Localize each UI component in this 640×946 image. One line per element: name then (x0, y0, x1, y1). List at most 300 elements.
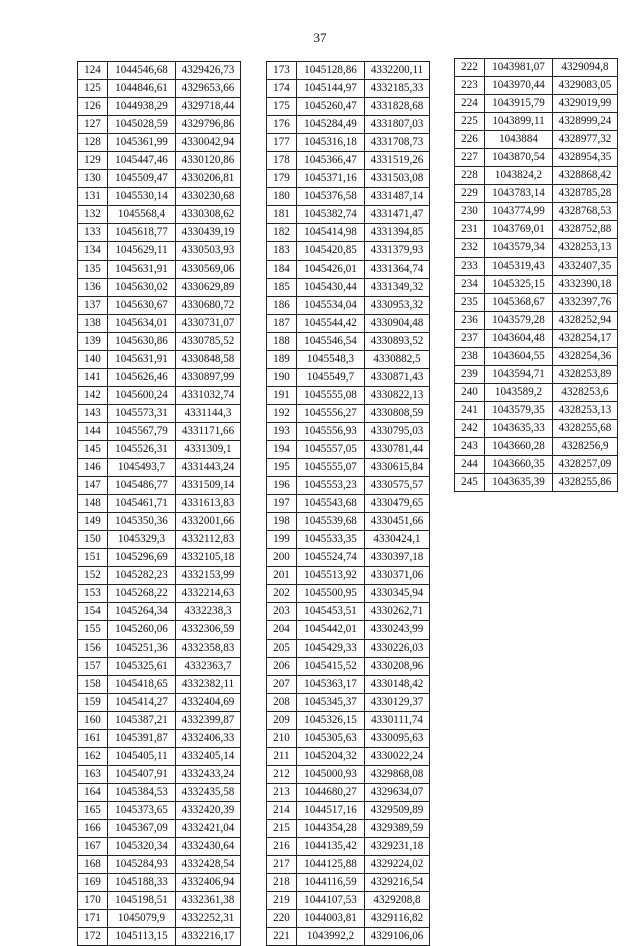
x-coordinate-cell: 1043594,71 (485, 365, 553, 383)
point-number-cell: 153 (78, 585, 108, 603)
table-row (455, 77, 618, 95)
x-coordinate-cell: 1043660,35 (485, 456, 553, 474)
table-row (78, 224, 241, 242)
x-coordinate-cell: 1045513,92 (297, 567, 365, 585)
x-coordinate-cell: 1043579,35 (485, 401, 553, 419)
x-coordinate-cell: 1043884 (485, 131, 553, 149)
point-number-cell: 169 (78, 874, 108, 892)
point-number-cell: 215 (267, 819, 297, 837)
point-number-cell: 146 (78, 459, 108, 477)
x-coordinate-cell: 1044135,42 (297, 838, 365, 856)
point-number-cell: 180 (267, 188, 297, 206)
table-row (455, 329, 618, 347)
table-row (455, 95, 618, 113)
table-row (267, 477, 430, 495)
y-coordinate-cell: 4330397,18 (365, 549, 430, 567)
y-coordinate-cell: 4328977,32 (553, 131, 618, 149)
x-coordinate-cell: 1045493,7 (108, 459, 176, 477)
point-number-cell: 151 (78, 549, 108, 567)
point-number-cell: 148 (78, 495, 108, 513)
x-coordinate-cell: 1044116,59 (297, 874, 365, 892)
x-coordinate-cell: 1045113,15 (108, 928, 176, 946)
x-coordinate-cell: 1043635,33 (485, 419, 553, 437)
y-coordinate-cell: 4332407,35 (553, 257, 618, 275)
y-coordinate-cell: 4330808,59 (365, 404, 430, 422)
y-coordinate-cell: 4332238,3 (176, 603, 241, 621)
point-number-cell: 143 (78, 404, 108, 422)
y-coordinate-cell: 4330424,1 (365, 531, 430, 549)
table-row (267, 296, 430, 314)
y-coordinate-cell: 4332406,94 (176, 874, 241, 892)
coordinates-table-1 (77, 61, 241, 946)
y-coordinate-cell: 4328257,09 (553, 456, 618, 474)
table-row (267, 765, 430, 783)
x-coordinate-cell: 1045546,54 (297, 332, 365, 350)
point-number-cell: 238 (455, 347, 485, 365)
point-number-cell: 171 (78, 910, 108, 928)
point-number-cell: 170 (78, 892, 108, 910)
table-row (267, 603, 430, 621)
y-coordinate-cell: 4332358,83 (176, 639, 241, 657)
table-row (267, 206, 430, 224)
point-number-cell: 185 (267, 278, 297, 296)
table-row (267, 404, 430, 422)
table-row (455, 239, 618, 257)
y-coordinate-cell: 4329224,02 (365, 856, 430, 874)
point-number-cell: 167 (78, 838, 108, 856)
x-coordinate-cell: 1045626,46 (108, 368, 176, 386)
y-coordinate-cell: 4329426,73 (176, 62, 241, 80)
point-number-cell: 129 (78, 152, 108, 170)
y-coordinate-cell: 4332361,38 (176, 892, 241, 910)
x-coordinate-cell: 1045000,93 (297, 765, 365, 783)
point-number-cell: 181 (267, 206, 297, 224)
x-coordinate-cell: 1043579,34 (485, 239, 553, 257)
point-number-cell: 242 (455, 419, 485, 437)
x-coordinate-cell: 1045128,86 (297, 62, 365, 80)
table-row (267, 188, 430, 206)
y-coordinate-cell: 4330848,58 (176, 350, 241, 368)
x-coordinate-cell: 1045384,53 (108, 783, 176, 801)
table-row (267, 585, 430, 603)
x-coordinate-cell: 1045543,68 (297, 495, 365, 513)
y-coordinate-cell: 4332200,11 (365, 62, 430, 80)
table-row (267, 260, 430, 278)
y-coordinate-cell: 4330022,24 (365, 747, 430, 765)
y-coordinate-cell: 4330569,06 (176, 260, 241, 278)
table-row (78, 477, 241, 495)
table-row (78, 657, 241, 675)
x-coordinate-cell: 1045198,51 (108, 892, 176, 910)
x-coordinate-cell: 1045188,33 (108, 874, 176, 892)
point-number-cell: 166 (78, 819, 108, 837)
y-coordinate-cell: 4330206,81 (176, 170, 241, 188)
point-number-cell: 141 (78, 368, 108, 386)
table-row (455, 311, 618, 329)
table-row (267, 513, 430, 531)
point-number-cell: 224 (455, 95, 485, 113)
x-coordinate-cell: 1043589,2 (485, 383, 553, 401)
x-coordinate-cell: 1045282,23 (108, 567, 176, 585)
table-row (455, 167, 618, 185)
x-coordinate-cell: 1043899,11 (485, 113, 553, 131)
point-number-cell: 136 (78, 278, 108, 296)
table-row (78, 296, 241, 314)
x-coordinate-cell: 1045361,99 (108, 134, 176, 152)
y-coordinate-cell: 4330897,99 (176, 368, 241, 386)
point-number-cell: 203 (267, 603, 297, 621)
table-row (267, 910, 430, 928)
table-row (78, 386, 241, 404)
table-row (78, 819, 241, 837)
x-coordinate-cell: 1045429,33 (297, 639, 365, 657)
x-coordinate-cell: 1045555,07 (297, 459, 365, 477)
y-coordinate-cell: 4329231,18 (365, 838, 430, 856)
y-coordinate-cell: 4328253,13 (553, 239, 618, 257)
y-coordinate-cell: 4331443,24 (176, 459, 241, 477)
table-row (78, 621, 241, 639)
point-number-cell: 126 (78, 98, 108, 116)
x-coordinate-cell: 1045631,91 (108, 350, 176, 368)
point-number-cell: 227 (455, 149, 485, 167)
table-row (78, 80, 241, 98)
y-coordinate-cell: 4330904,48 (365, 314, 430, 332)
x-coordinate-cell: 1043769,01 (485, 221, 553, 239)
table-row (78, 440, 241, 458)
x-coordinate-cell: 1045367,09 (108, 819, 176, 837)
point-number-cell: 219 (267, 892, 297, 910)
y-coordinate-cell: 4332421,04 (176, 819, 241, 837)
point-number-cell: 182 (267, 224, 297, 242)
y-coordinate-cell: 4332363,7 (176, 657, 241, 675)
point-number-cell: 144 (78, 422, 108, 440)
table-row (78, 783, 241, 801)
y-coordinate-cell: 4330822,13 (365, 386, 430, 404)
y-coordinate-cell: 4330262,71 (365, 603, 430, 621)
x-coordinate-cell: 1043970,44 (485, 77, 553, 95)
table-row (267, 567, 430, 585)
y-coordinate-cell: 4332252,31 (176, 910, 241, 928)
table-row (455, 203, 618, 221)
y-coordinate-cell: 4328253,6 (553, 383, 618, 401)
table-row (78, 188, 241, 206)
x-coordinate-cell: 1043604,48 (485, 329, 553, 347)
y-coordinate-cell: 4330111,74 (365, 711, 430, 729)
y-coordinate-cell: 4332433,24 (176, 765, 241, 783)
x-coordinate-cell: 1043824,2 (485, 167, 553, 185)
table-row (267, 621, 430, 639)
x-coordinate-cell: 1045414,27 (108, 693, 176, 711)
x-coordinate-cell: 1045442,01 (297, 621, 365, 639)
y-coordinate-cell: 4331487,14 (365, 188, 430, 206)
table-row (267, 693, 430, 711)
x-coordinate-cell: 1045326,15 (297, 711, 365, 729)
x-coordinate-cell: 1045556,93 (297, 422, 365, 440)
table-row (267, 657, 430, 675)
point-number-cell: 213 (267, 783, 297, 801)
point-number-cell: 209 (267, 711, 297, 729)
point-number-cell: 207 (267, 675, 297, 693)
point-number-cell: 149 (78, 513, 108, 531)
point-number-cell: 134 (78, 242, 108, 260)
point-number-cell: 124 (78, 62, 108, 80)
point-number-cell: 163 (78, 765, 108, 783)
table-row (455, 275, 618, 293)
table-row (455, 59, 618, 77)
point-number-cell: 210 (267, 729, 297, 747)
y-coordinate-cell: 4329634,07 (365, 783, 430, 801)
x-coordinate-cell: 1045387,21 (108, 711, 176, 729)
y-coordinate-cell: 4330371,06 (365, 567, 430, 585)
y-coordinate-cell: 4330680,72 (176, 296, 241, 314)
x-coordinate-cell: 1045371,16 (297, 170, 365, 188)
point-number-cell: 193 (267, 422, 297, 440)
point-number-cell: 225 (455, 113, 485, 131)
point-number-cell: 156 (78, 639, 108, 657)
table-row (78, 242, 241, 260)
point-number-cell: 230 (455, 203, 485, 221)
point-number-cell: 175 (267, 98, 297, 116)
point-number-cell: 125 (78, 80, 108, 98)
x-coordinate-cell: 1044846,61 (108, 80, 176, 98)
x-coordinate-cell: 1044354,28 (297, 819, 365, 837)
y-coordinate-cell: 4332390,18 (553, 275, 618, 293)
x-coordinate-cell: 1045363,17 (297, 675, 365, 693)
table-row (455, 149, 618, 167)
y-coordinate-cell: 4330439,19 (176, 224, 241, 242)
point-number-cell: 237 (455, 329, 485, 347)
x-coordinate-cell: 1045296,69 (108, 549, 176, 567)
point-number-cell: 223 (455, 77, 485, 95)
table-row (78, 170, 241, 188)
table-row (78, 928, 241, 946)
table-row (267, 368, 430, 386)
y-coordinate-cell: 4330345,94 (365, 585, 430, 603)
x-coordinate-cell: 1045373,65 (108, 801, 176, 819)
x-coordinate-cell: 1044546,68 (108, 62, 176, 80)
y-coordinate-cell: 4328255,68 (553, 419, 618, 437)
point-number-cell: 240 (455, 383, 485, 401)
x-coordinate-cell: 1043579,28 (485, 311, 553, 329)
x-coordinate-cell: 1045204,32 (297, 747, 365, 765)
y-coordinate-cell: 4332105,18 (176, 549, 241, 567)
x-coordinate-cell: 1045526,31 (108, 440, 176, 458)
x-coordinate-cell: 1045251,36 (108, 639, 176, 657)
y-coordinate-cell: 4329718,44 (176, 98, 241, 116)
table-row (267, 801, 430, 819)
point-number-cell: 168 (78, 856, 108, 874)
page-number: 37 (313, 30, 327, 45)
point-number-cell: 135 (78, 260, 108, 278)
point-number-cell: 155 (78, 621, 108, 639)
table-row (267, 838, 430, 856)
x-coordinate-cell: 1045549,7 (297, 368, 365, 386)
point-number-cell: 139 (78, 332, 108, 350)
x-coordinate-cell: 1045407,91 (108, 765, 176, 783)
x-coordinate-cell: 1043783,14 (485, 185, 553, 203)
table-row (267, 856, 430, 874)
point-number-cell: 133 (78, 224, 108, 242)
point-number-cell: 201 (267, 567, 297, 585)
y-coordinate-cell: 4330208,96 (365, 657, 430, 675)
point-number-cell: 192 (267, 404, 297, 422)
y-coordinate-cell: 4332405,14 (176, 747, 241, 765)
point-number-cell: 184 (267, 260, 297, 278)
table-row (267, 80, 430, 98)
x-coordinate-cell: 1045329,3 (108, 531, 176, 549)
y-coordinate-cell: 4329868,08 (365, 765, 430, 783)
x-coordinate-cell: 1045461,71 (108, 495, 176, 513)
point-number-cell: 189 (267, 350, 297, 368)
x-coordinate-cell: 1043981,07 (485, 59, 553, 77)
table-row (455, 221, 618, 239)
y-coordinate-cell: 4328256,9 (553, 437, 618, 455)
x-coordinate-cell: 1043660,28 (485, 437, 553, 455)
point-number-cell: 132 (78, 206, 108, 224)
table-row (78, 332, 241, 350)
table-row (267, 874, 430, 892)
point-number-cell: 196 (267, 477, 297, 495)
y-coordinate-cell: 4331613,83 (176, 495, 241, 513)
y-coordinate-cell: 4329389,59 (365, 819, 430, 837)
table-row (455, 474, 618, 492)
point-number-cell: 234 (455, 275, 485, 293)
y-coordinate-cell: 4330503,93 (176, 242, 241, 260)
y-coordinate-cell: 4331364,74 (365, 260, 430, 278)
x-coordinate-cell: 1045567,79 (108, 422, 176, 440)
table-row (78, 711, 241, 729)
point-number-cell: 131 (78, 188, 108, 206)
x-coordinate-cell: 1045405,11 (108, 747, 176, 765)
y-coordinate-cell: 4329019,99 (553, 95, 618, 113)
x-coordinate-cell: 1044003,81 (297, 910, 365, 928)
y-coordinate-cell: 4332404,69 (176, 693, 241, 711)
x-coordinate-cell: 1045350,36 (108, 513, 176, 531)
y-coordinate-cell: 4331807,03 (365, 116, 430, 134)
table-row (267, 531, 430, 549)
table-row (78, 567, 241, 585)
point-number-cell: 137 (78, 296, 108, 314)
x-coordinate-cell: 1045634,01 (108, 314, 176, 332)
y-coordinate-cell: 4330042,94 (176, 134, 241, 152)
x-coordinate-cell: 1043604,55 (485, 347, 553, 365)
x-coordinate-cell: 1045500,95 (297, 585, 365, 603)
table-row (78, 62, 241, 80)
x-coordinate-cell: 1045368,67 (485, 293, 553, 311)
point-number-cell: 222 (455, 59, 485, 77)
point-number-cell: 127 (78, 116, 108, 134)
table-row (455, 257, 618, 275)
x-coordinate-cell: 1045573,31 (108, 404, 176, 422)
x-coordinate-cell: 1045568,4 (108, 206, 176, 224)
table-row (78, 747, 241, 765)
table-row (455, 113, 618, 131)
x-coordinate-cell: 1045284,49 (297, 116, 365, 134)
point-number-cell: 204 (267, 621, 297, 639)
y-coordinate-cell: 4331519,26 (365, 152, 430, 170)
point-number-cell: 235 (455, 293, 485, 311)
x-coordinate-cell: 1043635,39 (485, 474, 553, 492)
point-number-cell: 177 (267, 134, 297, 152)
x-coordinate-cell: 1044107,53 (297, 892, 365, 910)
x-coordinate-cell: 1045556,27 (297, 404, 365, 422)
point-number-cell: 244 (455, 456, 485, 474)
y-coordinate-cell: 4332382,11 (176, 675, 241, 693)
table-row (78, 693, 241, 711)
y-coordinate-cell: 4332420,39 (176, 801, 241, 819)
x-coordinate-cell: 1045415,52 (297, 657, 365, 675)
x-coordinate-cell: 1044517,16 (297, 801, 365, 819)
x-coordinate-cell: 1045553,23 (297, 477, 365, 495)
table-row (78, 838, 241, 856)
y-coordinate-cell: 4331309,1 (176, 440, 241, 458)
point-number-cell: 221 (267, 928, 297, 946)
table-row (455, 401, 618, 419)
table-row (455, 131, 618, 149)
table-row (78, 495, 241, 513)
y-coordinate-cell: 4330120,86 (176, 152, 241, 170)
y-coordinate-cell: 4332399,87 (176, 711, 241, 729)
y-coordinate-cell: 4331032,74 (176, 386, 241, 404)
x-coordinate-cell: 1045447,46 (108, 152, 176, 170)
point-number-cell: 245 (455, 474, 485, 492)
point-number-cell: 226 (455, 131, 485, 149)
table-row (78, 729, 241, 747)
y-coordinate-cell: 4332428,54 (176, 856, 241, 874)
y-coordinate-cell: 4332306,59 (176, 621, 241, 639)
x-coordinate-cell: 1045284,93 (108, 856, 176, 874)
y-coordinate-cell: 4330731,07 (176, 314, 241, 332)
table-row (267, 440, 430, 458)
point-number-cell: 183 (267, 242, 297, 260)
x-coordinate-cell: 1045509,47 (108, 170, 176, 188)
point-number-cell: 161 (78, 729, 108, 747)
y-coordinate-cell: 4330953,32 (365, 296, 430, 314)
point-number-cell: 138 (78, 314, 108, 332)
point-number-cell: 190 (267, 368, 297, 386)
point-number-cell: 243 (455, 437, 485, 455)
point-number-cell: 172 (78, 928, 108, 946)
x-coordinate-cell: 1044125,88 (297, 856, 365, 874)
table-row (78, 404, 241, 422)
point-number-cell: 164 (78, 783, 108, 801)
y-coordinate-cell: 4331144,3 (176, 404, 241, 422)
y-coordinate-cell: 4330871,43 (365, 368, 430, 386)
point-number-cell: 198 (267, 513, 297, 531)
table-row (455, 419, 618, 437)
y-coordinate-cell: 4329509,89 (365, 801, 430, 819)
x-coordinate-cell: 1043870,54 (485, 149, 553, 167)
point-number-cell: 128 (78, 134, 108, 152)
y-coordinate-cell: 4332112,83 (176, 531, 241, 549)
x-coordinate-cell: 1045316,18 (297, 134, 365, 152)
y-coordinate-cell: 4329083,05 (553, 77, 618, 95)
table-row (78, 459, 241, 477)
point-number-cell: 216 (267, 838, 297, 856)
point-number-cell: 214 (267, 801, 297, 819)
point-number-cell: 233 (455, 257, 485, 275)
x-coordinate-cell: 1045264,34 (108, 603, 176, 621)
table-row (78, 765, 241, 783)
y-coordinate-cell: 4330479,65 (365, 495, 430, 513)
table-row (267, 549, 430, 567)
x-coordinate-cell: 1045453,51 (297, 603, 365, 621)
y-coordinate-cell: 4330129,37 (365, 693, 430, 711)
y-coordinate-cell: 4330575,57 (365, 477, 430, 495)
y-coordinate-cell: 4329116,82 (365, 910, 430, 928)
x-coordinate-cell: 1044938,29 (108, 98, 176, 116)
x-coordinate-cell: 1045533,35 (297, 531, 365, 549)
